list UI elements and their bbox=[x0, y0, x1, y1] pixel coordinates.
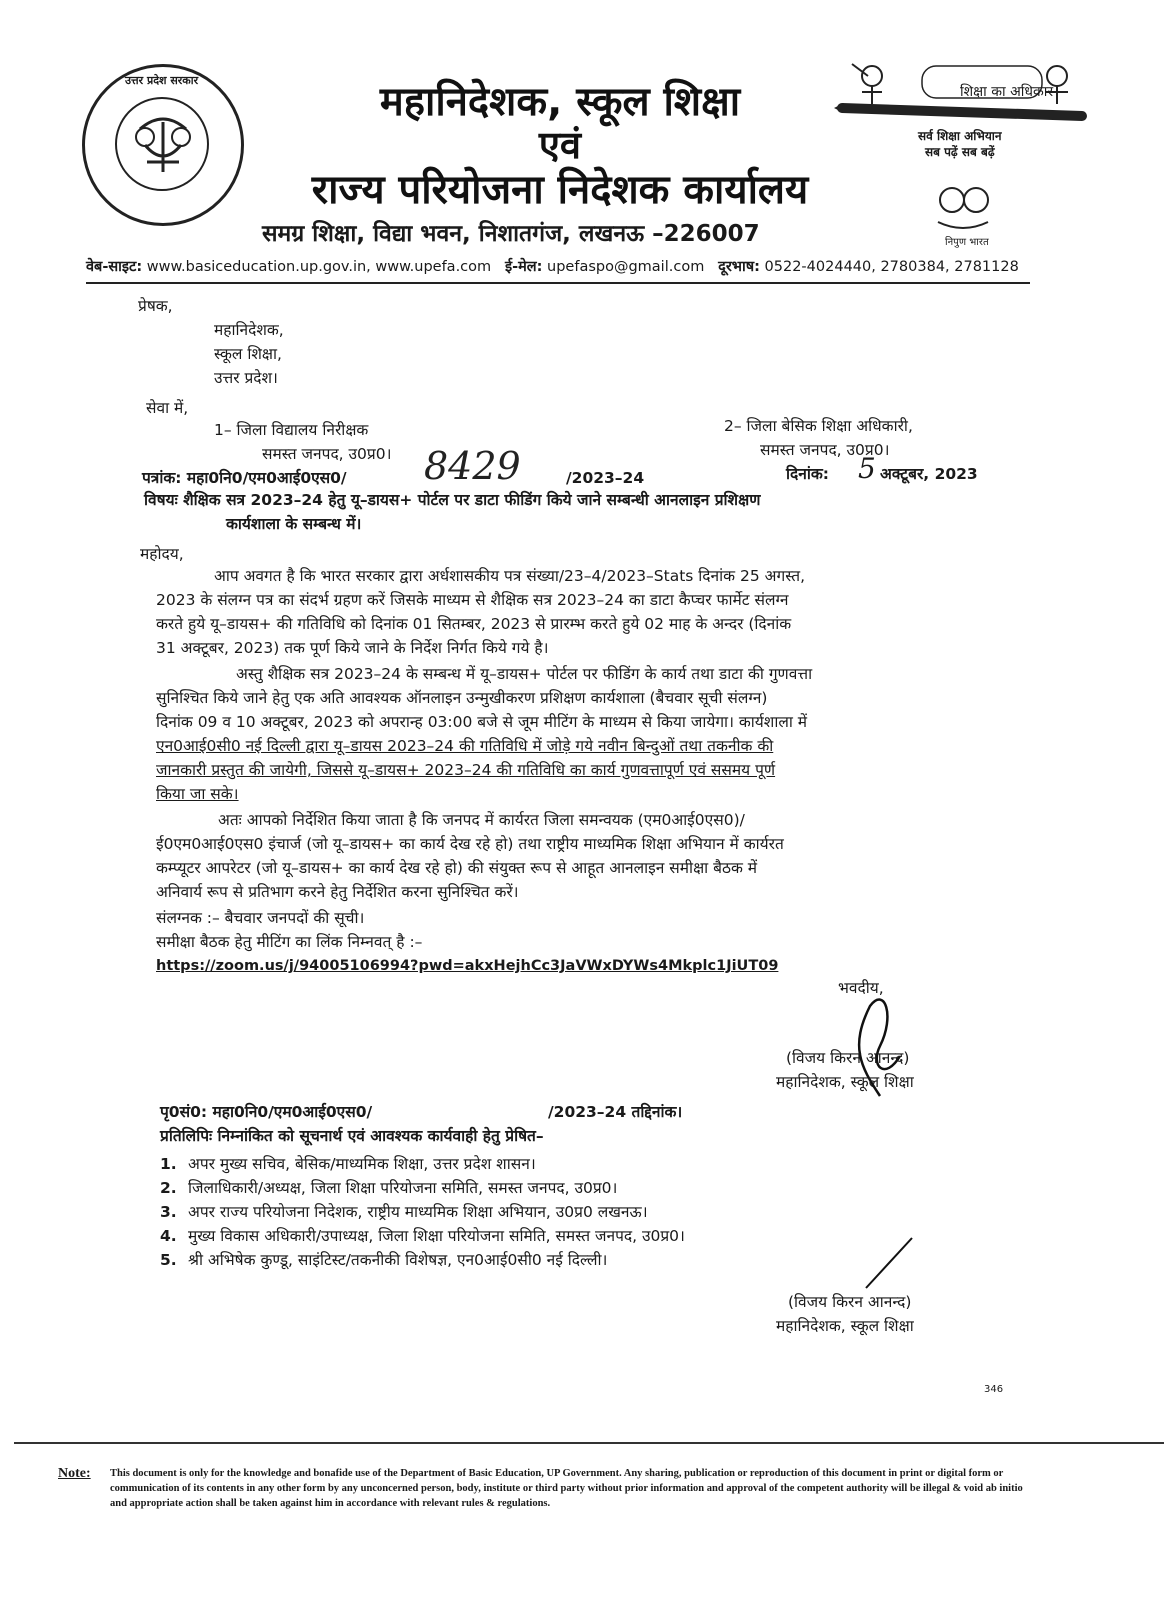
sender-line3: उत्तर प्रदेश। bbox=[214, 369, 278, 387]
phone-value: 0522-4024440, 2780384, 2781128 bbox=[764, 259, 1019, 275]
office-address: समग्र शिक्षा, विद्या भवन, निशातगंज, लखनऊ –226007 bbox=[262, 221, 760, 247]
date-rest: अक्टूबर, 2023 bbox=[880, 465, 978, 483]
email-label: ई-मेल: bbox=[504, 259, 543, 275]
recipient2-line2: समस्त जनपद, उ0प्र0। bbox=[760, 441, 890, 459]
p2-line: एन0आई0सी0 नई दिल्ली द्वारा यू–डायस 2023–24 की गतिविधि में जोड़े गये नवीन बिन्दुओं तथा तकनीक की bbox=[156, 737, 774, 755]
contact-line bbox=[86, 256, 1019, 276]
sender-line1: महानिदेशक, bbox=[214, 321, 284, 339]
item-text: अपर राज्य परियोजना निदेशक, राष्ट्रीय माध्यमिक शिक्षा अभियान, उ0प्र0 लखनऊ। bbox=[188, 1203, 648, 1221]
link-intro: समीक्षा बैठक हेतु मीटिंग का लिंक निम्नवत् है :– bbox=[156, 933, 423, 951]
item-number: 3. bbox=[160, 1203, 177, 1221]
signatory2-designation: महानिदेशक, स्कूल शिक्षा bbox=[776, 1317, 914, 1335]
website-label: वेब-साइट: bbox=[86, 259, 143, 275]
item-text: श्री अभिषेक कुण्डू, साइंटिस्ट/तकनीकी विशेषज्ञ, एन0आई0सी0 नई दिल्ली। bbox=[188, 1251, 608, 1269]
p1-line: आप अवगत है कि भारत सरकार द्वारा अर्धशासकीय पत्र संख्या/23–4/2023–Stats दिनांक 25 अगस्त, bbox=[214, 567, 806, 585]
copy-heading: प्रतिलिपिः निम्नांकित को सूचनार्थ एवं आवश्यक कार्यवाही हेतु प्रेषित– bbox=[160, 1127, 544, 1145]
office-title-line1: महानिदेशक, स्कूल शिक्षा bbox=[379, 79, 741, 125]
note-text: This document is only for the knowledge and bonafide use of the Department of Basic Education, UP Government. Any sharing, publication or reproduction of this document in print or digital form or communication of its contents in any other form by any unconcerned person, body, institute or third party without prior information and approval of the competent authority will be illegal & void ab initio and appropriate action shall be taken against him in accordance with relevant rules & regulations. bbox=[110, 1468, 1023, 1509]
recipient2-line1: 2– जिला बेसिक शिक्षा अधिकारी, bbox=[724, 417, 913, 435]
item-number: 4. bbox=[160, 1227, 177, 1245]
nipun-bharat-text: निपुण भारत bbox=[945, 237, 989, 248]
paragraph-2 bbox=[156, 662, 996, 806]
handwritten-letter-number: 8429 bbox=[424, 444, 521, 488]
list-item bbox=[160, 1176, 685, 1200]
header-divider bbox=[86, 282, 1030, 284]
item-number: 1. bbox=[160, 1155, 177, 1173]
nipun-bharat-logo-icon bbox=[928, 178, 998, 233]
patrank-label: पत्रांक: महा0नि0/एम0आई0एस0/ bbox=[142, 469, 347, 487]
item-number: 2. bbox=[160, 1179, 177, 1197]
list-item bbox=[160, 1248, 685, 1272]
p1-line: करते हुये यू–डायस+ की गतिविधि को दिनांक 01 सितम्बर, 2023 से प्रारम्भ करते हुये 02 माह के अन्दर (दिनांक bbox=[156, 615, 792, 633]
copy-ref-line: पृ0सं0: महा0नि0/एम0आई0एस0/ bbox=[160, 1103, 373, 1121]
paragraph-3 bbox=[156, 808, 996, 904]
handwritten-date-day: 5 bbox=[858, 452, 876, 485]
p2-line: सुनिश्चित किये जाने हेतु एक अति आवश्यक ऑनलाइन उन्मुखीकरण प्रशिक्षण कार्यशाला (बैचवार सूची संलग्न) bbox=[156, 689, 768, 707]
office-title-line3: राज्य परियोजना निदेशक कार्यालय bbox=[311, 167, 809, 213]
p2-line: किया जा सके। bbox=[156, 785, 239, 803]
signatory-name: (विजय किरन आनन्द) bbox=[786, 1049, 910, 1067]
seal-emblem-icon bbox=[85, 67, 241, 223]
p2-line: अस्तु शैक्षिक सत्र 2023–24 के सम्बन्ध में यू–डायस+ पोर्टल पर फीडिंग के कार्य तथा डाटा की गुणवत्ता bbox=[236, 665, 813, 683]
p3-line: अनिवार्य रूप से प्रतिभाग करने हेतु निर्देशित करना सुनिश्चित करें। bbox=[156, 883, 519, 901]
zoom-meeting-link[interactable]: https://zoom.us/j/94005106994?pwd=akxHejhCc3JaVWxDYWs4Mkplc1JiUT09 bbox=[156, 958, 779, 974]
signatory-designation: महानिदेशक, स्कूल शिक्षा bbox=[776, 1073, 914, 1091]
sender-line2: स्कूल शिक्षा, bbox=[214, 345, 282, 363]
p2-line: जानकारी प्रस्तुत की जायेगी, जिससे यू–डायस+ 2023–24 की गतिविधि का कार्य गुणवत्तापूर्ण एवं ससमय पूर्ण bbox=[156, 761, 776, 779]
closing-bhavdiya: भवदीय, bbox=[838, 979, 884, 997]
note-label: Note: bbox=[58, 1466, 91, 1481]
date-label: दिनांक: bbox=[786, 465, 829, 483]
ssa-line1: सर्व शिक्षा अभियान bbox=[918, 129, 1002, 143]
item-text: अपर मुख्य सचिव, बेसिक/माध्यमिक शिक्षा, उत्तर प्रदेश शासन। bbox=[188, 1155, 536, 1173]
recipient1-line1: 1– जिला विद्यालय निरीक्षक bbox=[214, 421, 369, 439]
p1-line: 2023 के संलग्न पत्र का संदर्भ ग्रहण करें जिसके माध्यम से शैक्षिक सत्र 2023–24 का डाटा कैप्चर फार्मेट संलग्न bbox=[156, 591, 789, 609]
subject-line2: कार्यशाला के सम्बन्ध में। bbox=[226, 515, 362, 533]
item-text: मुख्य विकास अधिकारी/उपाध्यक्ष, जिला शिक्षा परियोजना समिति, समस्त जनपद, उ0प्र0। bbox=[188, 1227, 685, 1245]
phone-label: दूरभाष: bbox=[718, 259, 760, 275]
office-title-line2: एवं bbox=[538, 123, 582, 167]
initial-stroke-icon bbox=[860, 1234, 920, 1294]
website-value: www.basiceducation.up.gov.in, www.upefa.com bbox=[146, 259, 492, 275]
recipients-label: सेवा में, bbox=[146, 399, 189, 417]
paragraph-1 bbox=[156, 564, 996, 660]
seal-text: उत्तर प्रदेश सरकार bbox=[125, 74, 199, 87]
email-value: upefaspo@gmail.com bbox=[547, 259, 705, 275]
subject-line1: विषयः शैक्षिक सत्र 2023–24 हेतु यू–डायस+ पोर्टल पर डाटा फीडिंग किये जाने सम्बन्धी आनलाइन प्रशिक्षण bbox=[144, 491, 761, 509]
list-item bbox=[160, 1152, 685, 1176]
list-item bbox=[160, 1224, 685, 1248]
p3-line: ई0एम0आई0एस0 इंचार्ज (जो यू–डायस+ का कार्य देख रहे हो) तथा राष्ट्रीय माध्यमिक शिक्षा अभियान में कार्यरत bbox=[156, 835, 784, 853]
patrank-year: /2023–24 bbox=[566, 469, 645, 487]
p3-line: कम्प्यूटर आपरेटर (जो यू–डायस+ का कार्य देख रहे हो) की संयुक्त रूप से आहूत आनलाइन समीक्षा बैठक में bbox=[156, 859, 758, 877]
rte-title: शिक्षा का अधिकार bbox=[960, 84, 1054, 100]
salutation: महोदय, bbox=[140, 545, 184, 563]
p3-line: अतः आपको निर्देशित किया जाता है कि जनपद में कार्यरत जिला समन्वयक (एम0आई0एस0)/ bbox=[218, 811, 745, 829]
enclosure-line: संलग्नक :– बैचवार जनपदों की सूची। bbox=[156, 909, 365, 927]
p2-line: दिनांक 09 व 10 अक्टूबर, 2023 को अपरान्ह 03:00 बजे से जूम मीटिंग के माध्यम से किया जायेगा। कार्यशाला में bbox=[156, 713, 808, 731]
signatory2-name: (विजय किरन आनन्द) bbox=[788, 1293, 912, 1311]
up-govt-seal bbox=[82, 64, 244, 226]
item-number: 5. bbox=[160, 1251, 177, 1269]
footer-divider bbox=[14, 1442, 1164, 1444]
p1-line: 31 अक्टूबर, 2023) तक पूर्ण किये जाने के निर्देश निर्गत किये गये है। bbox=[156, 639, 549, 657]
ssa-text bbox=[918, 128, 1002, 160]
recipient1-line2: समस्त जनपद, उ0प्र0। bbox=[262, 445, 392, 463]
item-text: जिलाधिकारी/अध्यक्ष, जिला शिक्षा परियोजना समिति, समस्त जनपद, उ0प्र0। bbox=[188, 1179, 618, 1197]
page-number: 346 bbox=[984, 1384, 1004, 1395]
copy-ref-year: /2023–24 तद्दिनांक। bbox=[548, 1103, 683, 1121]
sender-label: प्रेषक, bbox=[138, 297, 173, 315]
copy-recipient-list bbox=[160, 1152, 685, 1272]
list-item bbox=[160, 1200, 685, 1224]
ssa-line2: सब पढ़ें सब बढ़ें bbox=[924, 145, 995, 159]
